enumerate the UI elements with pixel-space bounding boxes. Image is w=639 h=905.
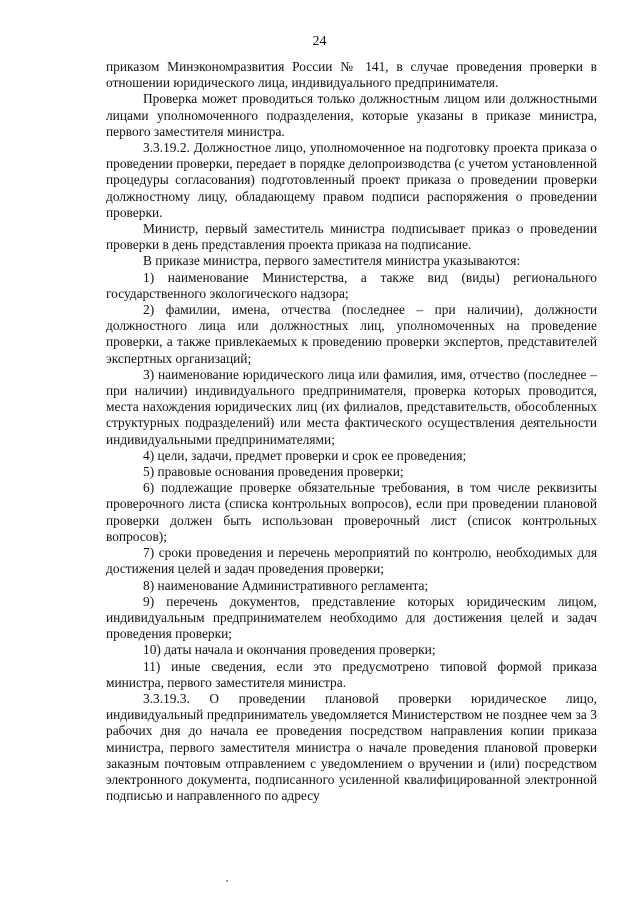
paragraph-1: приказом Минэкономразвития России № 141, в случае проведения проверки в отношении юридического лица, индивидуального предпринимателя.: [106, 59, 597, 91]
paragraph-6: 3.3.19.3. О проведении плановой проверки юридическое лицо, индивидуальный предприниматель уведомляется Министерством не позднее чем за 3 рабочих дня до начала ее проведения посредством направления копии приказа министра, первого заместителя министра о начале проведения плановой проверки заказным почтовым отправлением с уведомлением о вручении и (или) посредством электронного документа, подписанного усиленной квалифицированной электронной подписью и направленного по адресу: [106, 690, 597, 804]
list-item-8: 8) наименование Административного регламента;: [143, 577, 429, 593]
document-body: [106, 59, 597, 804]
list-item-9: 9) перечень документов, представление которых юридическим лицом, индивидуальным предпринимателем необходимо для достижения целей и задач проведения проверки;: [106, 593, 597, 642]
list-item-11: 11) иные сведения, если это предусмотрено типовой формой приказа министра, первого заместителя министра.: [106, 658, 597, 690]
scan-speck: [226, 880, 228, 882]
list-item-2: 2) фамилии, имена, отчества (последнее – при наличии), должности должностного лица или должностных лиц, уполномоченных на проведение проверки, а также привлекаемых к проведению проверки экспертов, представителей экспертных организаций;: [106, 302, 597, 366]
paragraph-2: Проверка может проводиться только должностным лицом или должностными лицами уполномоченного подразделения, которые указаны в приказе министра, первого заместителя министра.: [106, 91, 597, 139]
list-item-4: 4) цели, задачи, предмет проверки и срок ее проведения;: [143, 447, 467, 463]
page-number: 24: [312, 34, 327, 49]
list-item-3: 3) наименование юридического лица или фамилия, имя, отчество (последнее – при наличии) индивидуального предпринимателя, проверка которых проводится, места нахождения юридических лиц (их филиалов, представительств, обособленных структурных подразделений) или места фактического осуществления деятельности индивидуальными предпринимателями;: [106, 366, 597, 447]
paragraph-4: Министр, первый заместитель министра подписывает приказ о проведении проверки в день представления проекта приказа на подписание.: [106, 221, 597, 253]
paragraph-3: 3.3.19.2. Должностное лицо, уполномоченное на подготовку проекта приказа о проведении проверки, передает в порядке делопроизводства (с учетом установленной процедуры согласования) подготовленный проект приказа о проведении проверки должностному лицу, обладающему правом подписи распоряжения о проведении проверки.: [106, 140, 597, 220]
list-item-5: 5) правовые основания проведения проверки;: [143, 464, 404, 480]
list-item-10: 10) даты начала и окончания проведения проверки;: [143, 642, 436, 658]
list-item-6: 6) подлежащие проверке обязательные требования, в том числе реквизиты проверочного листа (списка контрольных вопросов), если при проведении плановой проверки должен быть использован проверочный лист (список контрольных вопросов);: [106, 480, 597, 544]
list-item-7: 7) сроки проведения и перечень мероприятий по контролю, необходимых для достижения целей и задач проведения проверки;: [106, 545, 597, 577]
list-item-1: 1) наименование Министерства, а также вид (виды) регионального государственного экологического надзора;: [106, 269, 597, 301]
paragraph-5: В приказе министра, первого заместителя министра указываются:: [143, 253, 521, 269]
